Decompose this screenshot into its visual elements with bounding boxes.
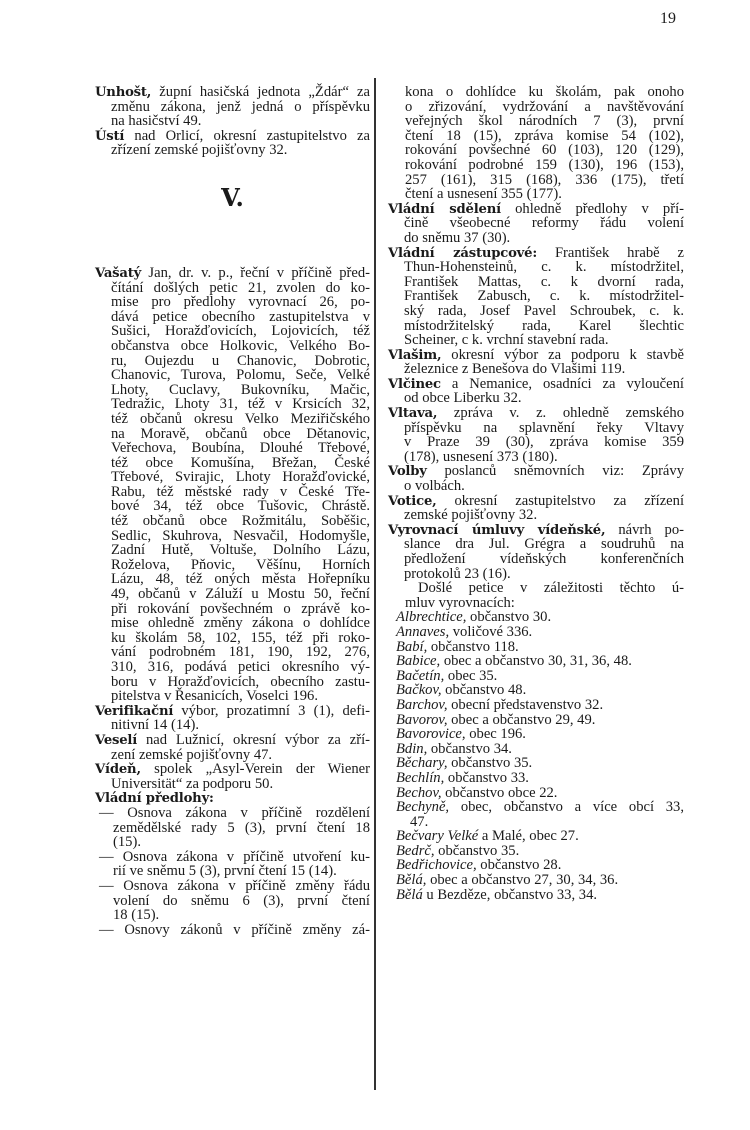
entry-text: František hrabě z [554,244,685,261]
entry-text: a Nemanice, osadníci za vyloučení [451,375,684,392]
text-line [388,624,684,639]
text-line [95,776,370,791]
entry-text: spolek „Asyl-Verein der Wiener [154,761,370,778]
entry-text: Jan, dr. v. p., řeční v příčině před- [148,264,370,281]
entry-text: obec a občanstvo 27, 30, 34, 36. [430,872,619,889]
text-line [388,318,684,333]
index-entry [95,790,370,805]
text-line [95,99,370,114]
entry-text: předložení vídeňských konferenčních [404,551,684,567]
text-line [388,478,684,493]
entry-text: — Osnova zákona v příčině rozdělení [99,804,370,821]
entry-text: Tedražic, Lhoty 31, též v Krsicích 32, [111,396,370,413]
text-line [95,703,370,718]
entry-headword: Bělá [396,886,423,903]
text-line [388,536,684,551]
text-line [388,361,684,376]
entry-text: zpráva v. z. ohledně zemského [453,405,684,422]
text-line [388,259,684,274]
entry-headword: Babí, [396,638,428,655]
text-line [388,347,684,362]
entry-headword: Ústí [95,128,125,144]
text-line [388,405,684,420]
entry-text: občanstva obce Holkovic, Velkého Bo- [111,337,370,354]
petition-list-item [388,828,684,843]
right-column [388,84,684,901]
text-line [388,682,684,697]
petition-list-item [388,785,684,800]
entry-text: boru v Horažďovicích, obecního zastu- [111,673,370,690]
entry-text: Roželova, Pňovic, Věšínu, Horních [111,556,370,573]
entry-headword: Bedřichovice, [396,857,477,874]
entry-text: občanstvo 35. [438,842,520,859]
text-line [95,849,370,864]
text-line [388,186,684,201]
entry-text: občanstvo 48. [445,682,527,699]
text-line [388,580,684,595]
entry-text: Lázu, 48, též oných města Hořepníku [111,571,370,588]
entry-text: rokování povšechné 60 (103), 120 (129), [405,142,684,159]
entry-text: u Bezděze, občanstvo 33, 34. [426,886,598,903]
entry-text: obec a občanstvo 29, 49. [451,711,596,728]
text-line [95,294,370,309]
entry-headword: Barchov, [396,696,448,713]
entry-headword: Bechyně, [396,799,450,816]
text-line [388,288,684,303]
text-line [95,411,370,426]
entry-text: Došlé petice v záležitosti těchto ú- [418,580,684,597]
entry-text: — Osnova zákona v příčině změny řádu [99,877,370,894]
text-line [95,396,370,411]
index-entry [95,84,370,128]
text-line [95,907,370,922]
entry-headword: Vládní zástupcové: [388,245,537,261]
text-line [388,653,684,668]
entry-text: okresní výbor za podporu k stavbě [451,346,684,363]
index-entry [95,265,370,703]
index-entry [388,493,684,522]
index-entry [388,522,684,580]
text-line [388,245,684,260]
entry-text: občanstvo 34. [430,740,512,757]
text-line [95,863,370,878]
text-line [388,434,684,449]
entry-text: 18 (15). [113,907,160,924]
entry-headword: Vládní sdělení [388,201,501,217]
text-line [95,834,370,849]
petition-list-item [388,799,684,828]
text-line [95,659,370,674]
text-line [95,440,370,455]
entry-headword: Annaves, [396,623,450,640]
entry-text: občanstvo 30. [470,609,552,626]
entry-headword: Volby [388,464,427,480]
index-entry [388,376,684,405]
petition-list-item [388,887,684,902]
text-line [388,376,684,391]
entry-text: občanstvo 28. [480,857,562,874]
text-line [388,726,684,741]
entry-text: zení zemské pojišťovny 47. [111,746,273,763]
text-line [95,732,370,747]
entry-headword: Bedrč, [396,842,435,859]
text-line [388,463,684,478]
entry-text: na hasičství 49. [111,113,202,130]
text-line [388,609,684,624]
entry-text: 49, občanů v Záluží u Mostu 50, řeční [111,586,370,603]
text-line [388,84,684,99]
text-line [95,717,370,732]
entry-text: obec a občanstvo 30, 31, 36, 48. [443,653,632,670]
entry-text: též obce Komušína, Břežan, České [111,454,370,471]
section-letter-heading: V. [221,182,244,212]
entry-headword: Bečvary Velké [396,828,479,845]
text-line [388,887,684,902]
text-line [95,455,370,470]
text-line [388,857,684,872]
text-line [95,113,370,128]
entry-text: čtení a usnesení 355 (177). [405,186,562,203]
entry-text: ru, Oujezdu u Chanovic, Dobrotic, [111,352,370,369]
text-line [388,303,684,318]
text-line [388,142,684,157]
entry-text: občanstvo 33. [447,769,529,786]
entry-text: občanstvo 118. [430,638,519,655]
entry-text: 257 (161), 315 (168), 336 (175), třetí [405,171,684,188]
index-entry [95,805,370,849]
petition-list-item [388,857,684,872]
entry-text: mluv vyrovnacích: [405,594,515,611]
text-line [95,674,370,689]
entry-text: výbor, prozatimní 3 (1), defi- [181,702,370,719]
entry-text: při rokování povšechném o zprávě ko- [111,600,370,617]
index-entry [95,849,370,878]
column-divider [374,78,376,1090]
text-line [95,142,370,157]
entry-text: do sněmu 37 (30). [404,229,511,246]
entry-text: rokování podrobné 159 (130), 196 (153), [405,156,684,173]
text-line [388,595,684,610]
text-line [388,741,684,756]
entry-headword: Babice, [396,653,441,670]
entry-text: župní hasičská jednota „Ždár“ za [159,84,370,100]
entry-text: poslanců sněmovních viz: Zprávy [444,463,684,480]
text-line [388,332,684,347]
entry-text: od obce Liberku 32. [404,390,522,407]
text-line [95,688,370,703]
petition-list-item [388,741,684,756]
index-entry [388,463,684,495]
petition-list-item [388,712,684,727]
entry-text: zemědělské rady 5 (3), první čtení 18 [113,819,370,836]
entry-text: o volbách. [404,478,465,495]
entry-headword: Vlčinec [388,376,441,392]
entry-text: vání podrobném 181, 190, 192, 276, [111,644,370,661]
text-line [388,507,684,522]
entry-headword: Bechov, [396,784,442,801]
text-line [95,644,370,659]
text-line [95,878,370,893]
text-line [388,872,684,887]
text-line [388,493,684,508]
entry-headword: Bačetín, [396,667,445,684]
text-line [388,420,684,435]
entry-text: (15). [113,834,141,851]
text-line [388,522,684,537]
entry-text: též občanů obce Rožmitálu, Soběšic, [111,513,370,530]
entry-headword: Bavorov, [396,711,448,728]
text-line [95,761,370,776]
entry-headword: Vltava, [388,406,438,422]
entry-text: mise pro předlohy vyrovnací 26, po- [111,294,370,311]
entry-headword: Bavorovice, [396,726,466,743]
entry-text: a Malé, obec 27. [481,828,579,845]
entry-headword: Vlašim, [388,347,442,363]
text-line [388,128,684,143]
text-line [388,274,684,289]
entry-text: Sedlic, Skuhrova, Nesvačil, Hodomyšle, [111,527,370,544]
index-entry [388,405,684,463]
entry-text: mise ohledně změny zákona o dohlídce [111,615,370,632]
entry-text: železnice z Benešova do Vlašimi 119. [404,361,626,378]
entry-text: volení do sněmu 6 (3), první čtení [113,892,370,909]
entry-headword: Bdin, [396,740,428,757]
petition-list-item [388,639,684,654]
entry-text: obec 35. [447,667,498,684]
petition-list-item [388,653,684,668]
petition-list-item [388,843,684,858]
text-line [95,128,370,143]
text-line [95,790,370,805]
entry-headword: Běchary, [396,755,448,772]
entry-text: kona o dohlídce ku školám, pak onoho [405,84,684,100]
index-entry [95,732,370,761]
petition-list-item [388,726,684,741]
text-line [388,639,684,654]
entry-text: změnu zákona, jenž jedná o příspěvku [111,98,370,115]
text-line [95,484,370,499]
text-line [388,755,684,770]
entry-text: Thun-Hohensteinů, c. k. místodržitel, [404,259,684,276]
text-line [95,426,370,441]
entry-text: bové 34, též obce Tušovic, Chrástě. [111,498,370,515]
entry-text: (178), usnesení 373 (180). [404,448,558,465]
entry-text: rií ve sněmu 5 (3), první čtení 15 (14). [113,863,337,880]
text-line [388,230,684,245]
entry-text: 47. [410,813,429,830]
entry-text: občanstvo 35. [451,755,533,772]
text-line [388,113,684,128]
entry-headword: Bělá, [396,872,427,889]
entry-headword: Vládní předlohy: [95,791,214,807]
entry-text: pitelstva v Řesanicích, Voselci 196. [111,688,318,705]
text-line [388,201,684,216]
index-entry [388,84,684,201]
text-line [95,542,370,557]
entry-text: na Moravě, občanů obce Dětanovic, [111,425,370,442]
entry-headword: Veselí [95,732,138,748]
entry-text: čině všeobecné reformy řádu volení [404,215,684,232]
entry-text: návrh po- [618,521,684,538]
entry-headword: Verifikační [95,703,174,719]
text-line [95,323,370,338]
entry-text: místodržitelský rada, Karel šlechtic [404,317,684,334]
petition-list-item [388,872,684,887]
entry-headword: Vašatý [95,265,142,281]
text-line [388,697,684,712]
text-line [388,712,684,727]
index-entry [95,128,370,157]
petition-list-item [388,697,684,712]
text-line [95,265,370,280]
entry-text: Universität“ za podporu 50. [111,775,274,792]
text-line [95,601,370,616]
text-line [388,172,684,187]
entry-text: dává petice obecního zastupitelstva v [111,308,370,325]
petition-list-item [388,755,684,770]
text-line [95,84,370,99]
entry-text: nad Orlicí, okresní zastupitelstvo za [134,127,370,144]
index-entry [388,245,684,347]
entry-text: slance dra Jul. Grégra a soudruhů na [404,536,684,553]
left-column [95,84,370,936]
index-entry [95,703,370,732]
entry-text: veřejných škol národních 7 (3), první [405,113,684,130]
index-entry [388,347,684,376]
text-line [95,615,370,630]
text-line [95,309,370,324]
text-line [95,586,370,601]
entry-text: zemské pojišťovny 32. [404,507,538,524]
entry-headword: Vyrovnací úmluvy vídeňské, [388,522,606,538]
text-line [388,566,684,581]
petition-list-item [388,609,684,624]
text-line [95,747,370,762]
petition-list-item [388,624,684,639]
entry-text: Sušici, Horažďovicích, Lojovicích, též [111,323,370,340]
entry-text: nitivní 14 (14). [111,717,199,734]
text-line [388,390,684,405]
text-line [95,353,370,368]
text-line [388,551,684,566]
entry-headword: Albrechtice, [396,609,467,626]
text-line [95,498,370,513]
text-line [388,449,684,464]
entry-text: Scheiner, c k. vrchní stavební rada. [404,332,609,349]
text-line [388,785,684,800]
text-line [388,668,684,683]
entry-text: obecní představenstvo 32. [451,696,604,713]
petition-list-item [388,770,684,785]
text-line [95,922,370,937]
entry-text: 310, 316, podává petici okresního vý- [111,659,370,675]
index-entry [95,878,370,922]
entry-text: nad Lužnicí, okresní výbor za zří- [145,731,370,748]
text-line [388,215,684,230]
text-line [95,805,370,820]
entry-text: též občanů okresu Velko Meziřičského [111,410,370,427]
text-line [388,828,684,843]
petition-list-item [388,668,684,683]
page-number: 19 [660,10,676,27]
entry-text: — Osnovy zákonů v příčině změny zá- [99,921,370,938]
entry-text: obec 196. [469,726,526,743]
entry-text: příspěvku na splavnění řeky Vltavy [404,419,684,436]
entry-text: Třebové, Svirajic, Lhoty Horažďovické, [111,469,370,486]
text-line [95,367,370,382]
index-entry [95,922,370,937]
entry-headword: Bechlín, [396,769,445,786]
text-line [95,513,370,528]
entry-text: čítání došlých petic 21, zvolen do ko- [111,279,370,296]
index-entry [388,201,684,245]
text-line [95,893,370,908]
entry-text: protokolů 23 (16). [404,565,511,582]
entry-text: obec, občanstvo a více obcí 33, [460,799,684,816]
entry-headword: Votice, [388,493,437,509]
entry-text: Veřechova, Boubína, Dlouhé Třebové, [111,440,370,457]
entry-headword: Vídeň, [95,762,141,778]
text-line [95,338,370,353]
text-line [95,571,370,586]
index-entry [95,761,370,790]
text-line [388,814,684,829]
entry-text: občanstvo obce 22. [445,784,558,801]
entry-text: voličové 336. [452,623,533,640]
entry-text: v Praze 39 (30), zpráva komise 359 [404,434,684,451]
text-line [95,528,370,543]
entry-headword: Unhošt, [95,85,152,100]
text-line [95,630,370,645]
entry-text: Lhoty, Cuclavy, Bukovníku, Mačic, [111,381,370,398]
entry-text: Rabu, též městské rady v České Tře- [111,483,370,500]
petition-list-item [388,682,684,697]
text-line [95,820,370,835]
entry-text: ský rada, Josef Pavel Schroubek, c. k. [404,302,684,319]
text-line [388,157,684,172]
entry-text: okresní zastupitelstvo za zřízení [454,492,684,509]
entry-text: František Mattas, c. k dvorní rada, [404,273,684,290]
entry-text: — Osnova zákona v příčině utvoření ku- [99,848,370,865]
entry-text: ohledně předlohy v pří- [515,200,684,217]
text-line [388,99,684,114]
text-line [95,557,370,572]
entry-text: čtení 18 (15), zpráva komise 54 (102), [405,127,684,144]
text-line [95,469,370,484]
index-entry [388,580,684,609]
entry-text: Zadní Hutě, Voltuše, Dolního Lázu, [111,542,370,559]
text-line [388,770,684,785]
text-line [388,799,684,814]
entry-text: František Zabusch, c. k. místodržitel- [404,288,684,305]
entry-text: zřízení zemské pojišťovny 32. [111,142,288,159]
text-line [95,382,370,397]
text-line [388,843,684,858]
entry-text: Chanovic, Turova, Polomu, Seče, Velké [111,367,370,384]
text-line [95,280,370,295]
entry-text: ku školám 58, 102, 155, též při roko- [111,629,370,646]
entry-text: o zřizování, vydržování a navštěvování [405,98,684,115]
entry-headword: Bačkov, [396,682,442,699]
